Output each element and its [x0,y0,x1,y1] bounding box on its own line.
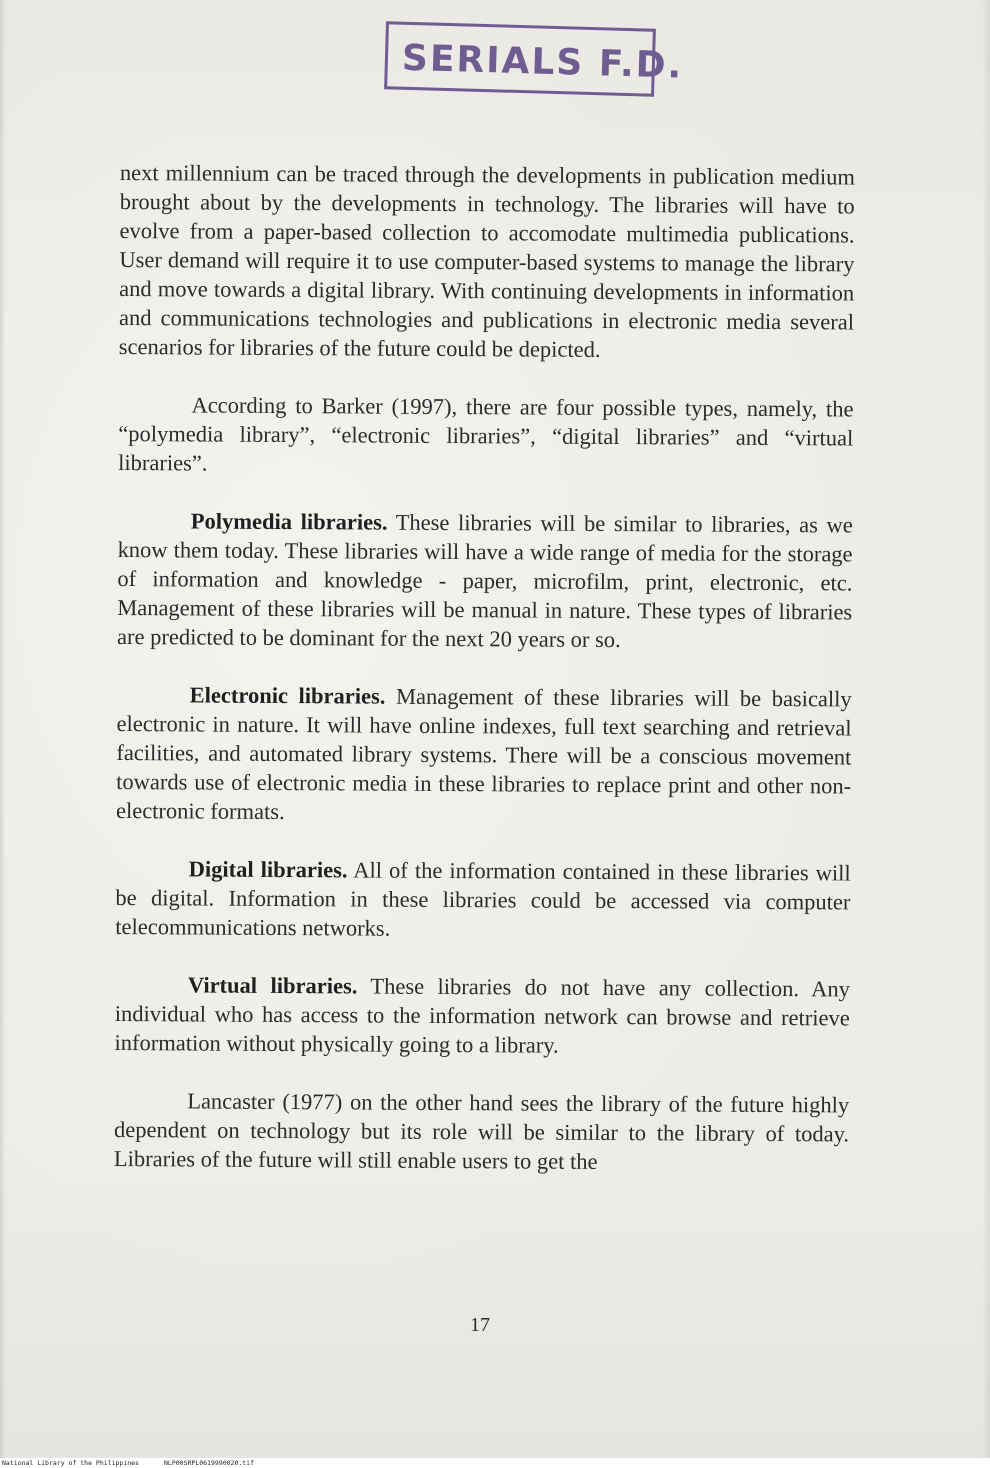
scan-footer [0,1458,990,1468]
paragraph-digital [115,854,851,945]
footer-filename: NLP00SRPL0619990020.tif [164,1459,255,1467]
footer-institution: National Library of the Philippines [2,1459,139,1467]
paragraph-heading: Digital libraries. [188,856,348,883]
paragraph-text: These libraries do not have any collection. Any individual who has access to the information network can browse and retrieve information without physically going to a library. [114,973,851,1058]
paragraph-text: These libraries will be similar to libraries, as we know them today. These libraries will have a wide range of media for the storage of information and knowledge - paper, microfilm, print, electronic, etc. Management of these libraries will be manual in nature. These types of libraries are predicted to be dominant for the next 20 years or so. [117,509,853,653]
paragraph-electronic [116,680,852,829]
paragraph-polymedia [117,506,853,655]
paragraph-text: Management of these libraries will be basically electronic in nature. It will have online indexes, full text searching and retrieval facilities, and automated library systems. There will be a conscious movement towards use of electronic media in these libraries to replace print and other non-electronic formats. [115,683,852,825]
paragraph-heading: Virtual libraries. [187,972,358,999]
page-number: 17 [470,1314,490,1336]
paragraph-heading: Electronic libraries. [189,682,386,709]
serials-stamp: SERIALS F.D. [384,21,656,97]
body-text [114,158,855,1177]
page-right-shadow [982,0,990,1458]
page-left-shadow [0,0,6,1458]
paragraph-heading: Polymedia libraries. [190,508,388,535]
paragraph-text: All of the information contained in these libraries will be digital. Information in these libraries could be accessed via computer telecommunications networks. [115,857,851,941]
paragraph-text: next millennium can be traced through the developments in publication medium brought about by the developments in technology. The libraries will have to evolve from a paper-based collection to accomodate multimedia publications. User demand will require it to use computer-based systems to manage the library and move towards a digital library. With continuing developments in information and communications technologies and publications in electronic media several scenarios for libraries of the future could be depicted. [118,159,855,362]
paragraph-barker [118,390,854,481]
paragraph-virtual [115,970,851,1061]
paragraph-text: Lancaster (1977) on the other hand sees the library of the future highly dependent on technology but its role will be similar to the library of today. Libraries of the future will still enable users to get the [113,1088,850,1174]
paragraph-intro [119,158,855,365]
paragraph-text: According to Barker (1997), there are four possible types, namely, the “polymedia library”, “electronic libraries”, “digital libraries” and “virtual libraries”. [118,392,854,476]
paragraph-lancaster [114,1086,850,1177]
